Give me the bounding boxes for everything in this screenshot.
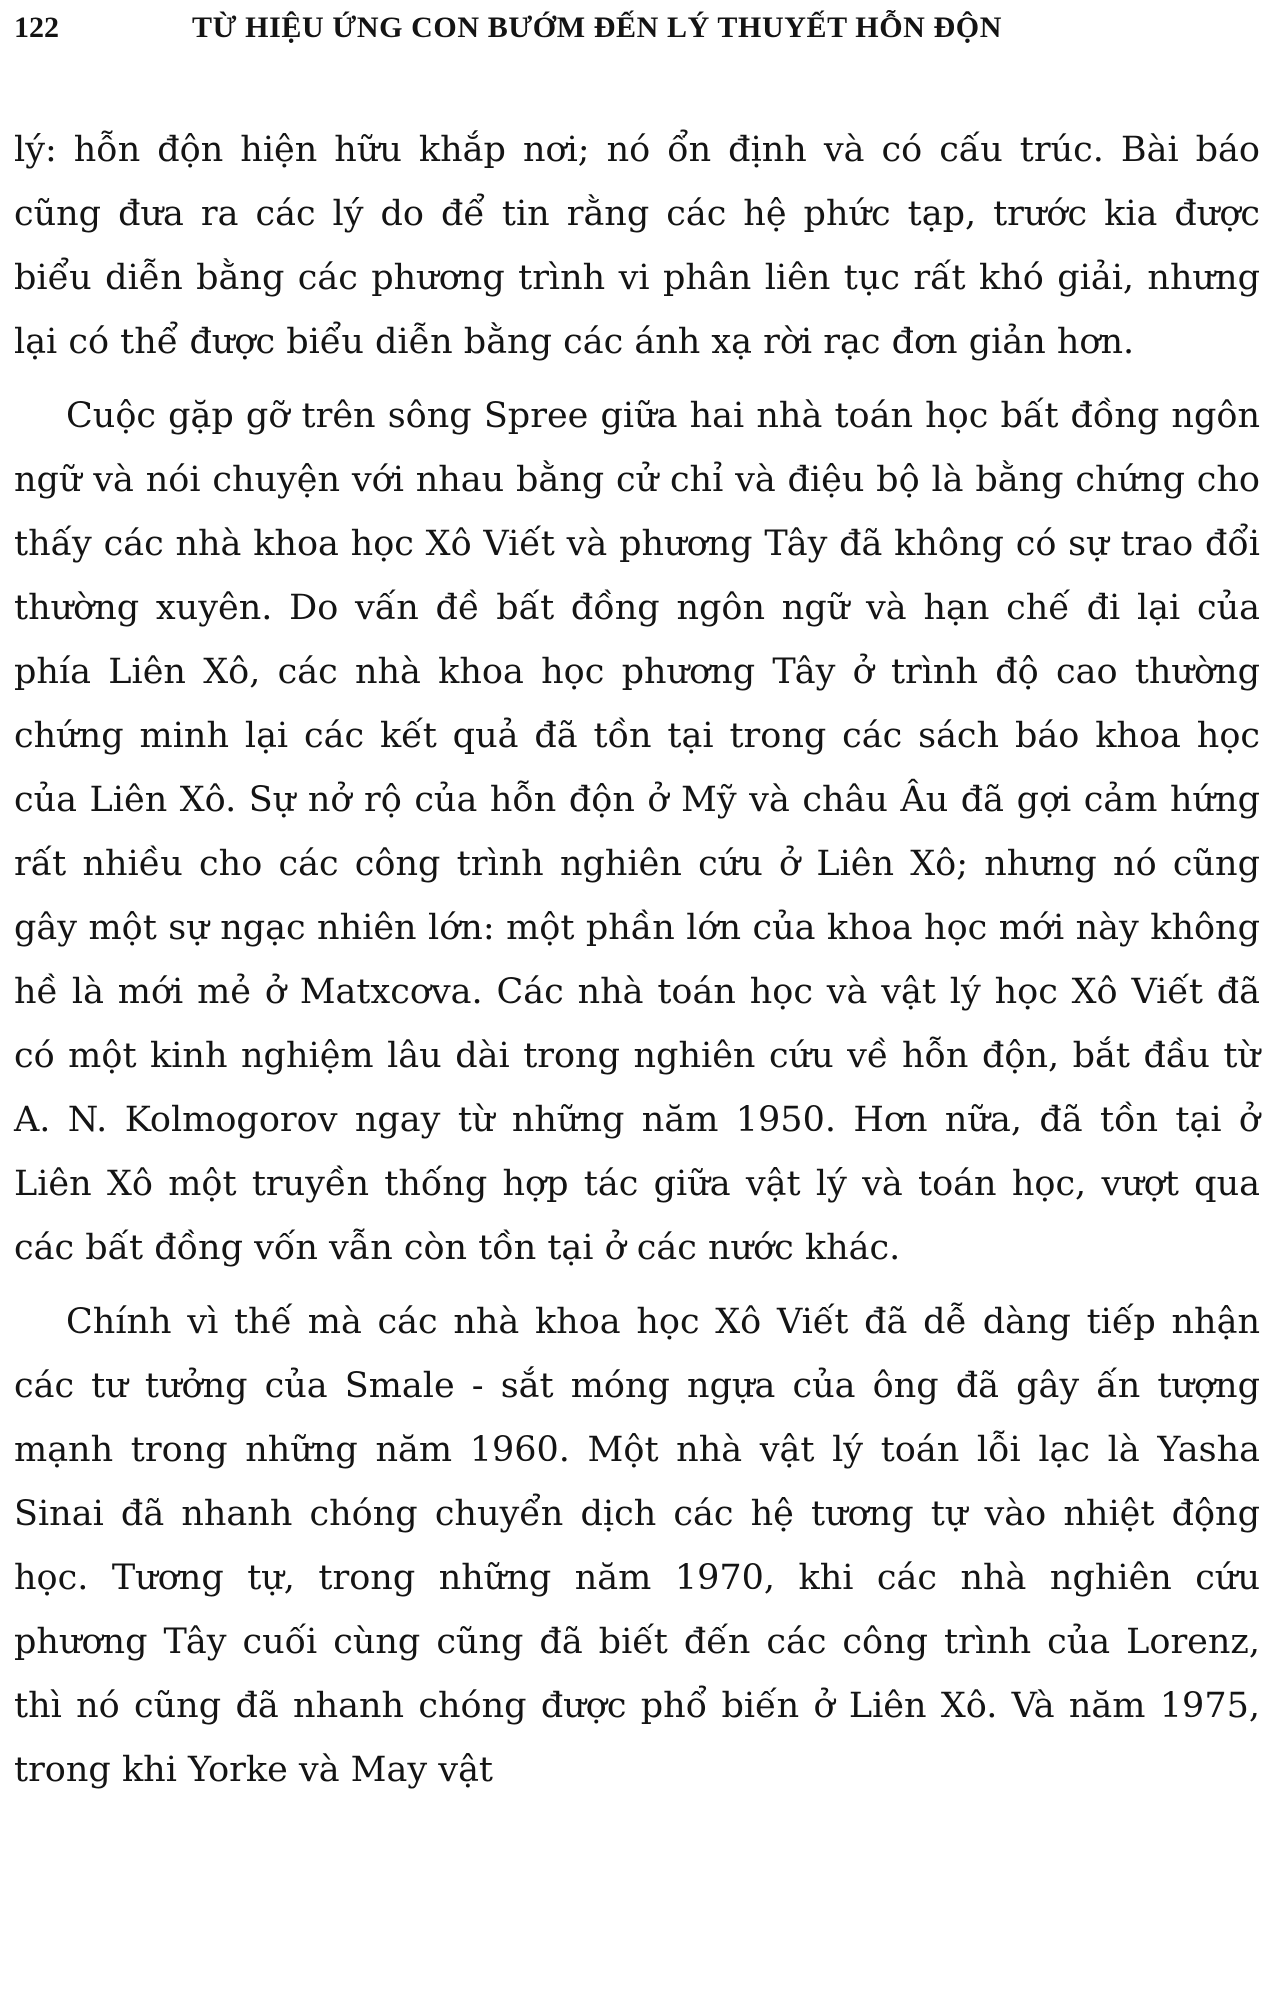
running-title: TỪ HIỆU ỨNG CON BƯỚM ĐẾN LÝ THUYẾT HỖN ĐỘN	[192, 11, 1002, 44]
paragraph-1: lý: hỗn độn hiện hữu khắp nơi; nó ổn định và có cấu trúc. Bài báo cũng đưa ra các lý do để tin rằng các hệ phức tạp, trước kia được biểu diễn bằng các phương trình vi phân liên tục rất khó giải, nhưng lại có thể được biểu diễn bằng các ánh xạ rời rạc đơn giản hơn.	[14, 130, 1260, 362]
page-header	[14, 8, 1254, 48]
page-number: 122	[14, 11, 59, 44]
paragraph-2: Cuộc gặp gỡ trên sông Spree giữa hai nhà toán học bất đồng ngôn ngữ và nói chuyện với nhau bằng cử chỉ và điệu bộ là bằng chứng cho thấy các nhà khoa học Xô Viết và phương Tây đã không có sự trao đổi thường xuyên. Do vấn đề bất đồng ngôn ngữ và hạn chế đi lại của phía Liên Xô, các nhà khoa học phương Tây ở trình độ cao thường chứng minh lại các kết quả đã tồn tại trong các sách báo khoa học của Liên Xô. Sự nở rộ của hỗn độn ở Mỹ và châu Âu đã gợi cảm hứng rất nhiều cho các công trình nghiên cứu ở Liên Xô; nhưng nó cũng gây một sự ngạc nhiên lớn: một phần lớn của khoa học mới này không hề là mới mẻ ở Matxcơva. Các nhà toán học và vật lý học Xô Viết đã có một kinh nghiệm lâu dài trong nghiên cứu về hỗn độn, bắt đầu từ A. N. Kolmogorov ngay từ những năm 1950. Hơn nữa, đã tồn tại ở Liên Xô một truyền thống hợp tác giữa vật lý và toán học, vượt qua các bất đồng vốn vẫn còn tồn tại ở các nước khác.	[14, 396, 1260, 1268]
paragraph-3: Chính vì thế mà các nhà khoa học Xô Viết đã dễ dàng tiếp nhận các tư tưởng của Smale - sắt móng ngựa của ông đã gây ấn tượng mạnh trong những năm 1960. Một nhà vật lý toán lỗi lạc là Yasha Sinai đã nhanh chóng chuyển dịch các hệ tương tự vào nhiệt động học. Tương tự, trong những năm 1970, khi các nhà nghiên cứu phương Tây cuối cùng cũng đã biết đến các công trình của Lorenz, thì nó cũng đã nhanh chóng được phổ biến ở Liên Xô. Và năm 1975, trong khi Yorke và May vật	[14, 1302, 1260, 1790]
body-text	[14, 118, 1260, 1802]
